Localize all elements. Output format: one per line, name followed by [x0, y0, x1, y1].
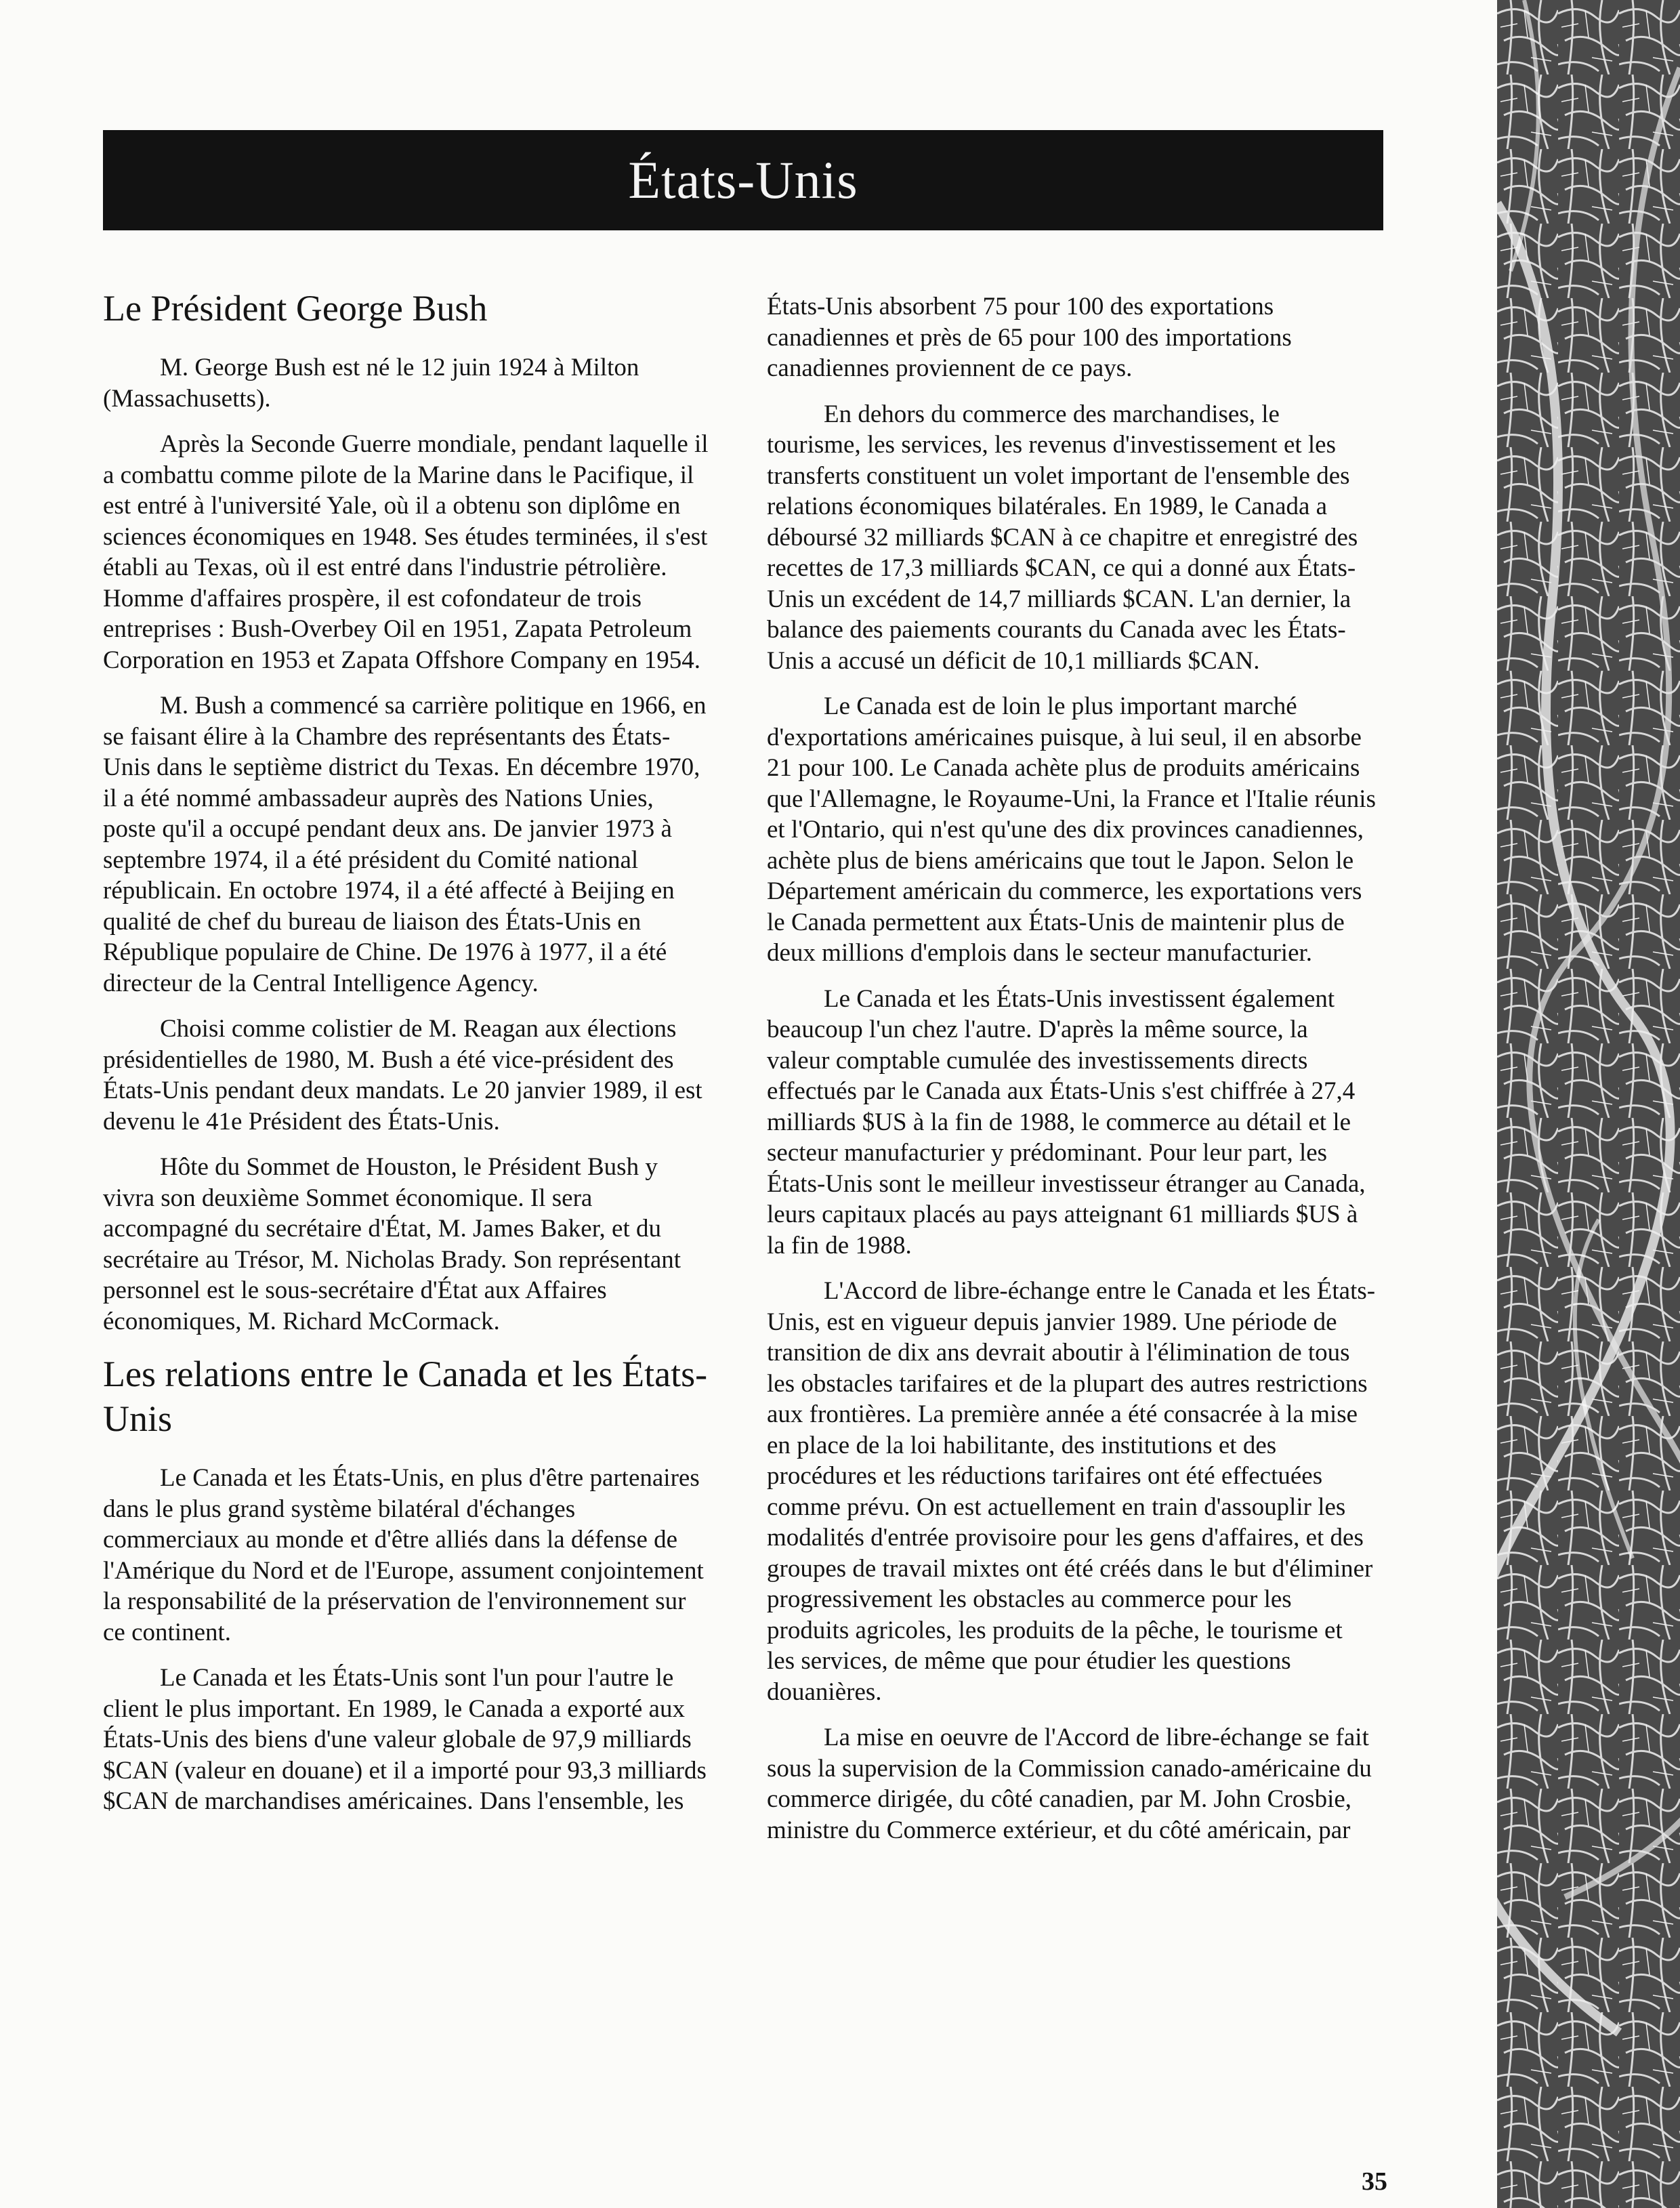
- right-column: [767, 291, 1377, 1860]
- page-number: 35: [1362, 2167, 1387, 2196]
- paragraph: L'Accord de libre-échange entre le Canada et les États-Unis, est en vigueur depuis janvier 1989. Une période de transition de dix ans devrait aboutir à l'élimination de tous les obstacles tarifaires et de la plupart des autres restrictions aux frontières. La première année a été consacrée à la mise en place de la loi habilitante, des institutions et des procédures et les réductions tarifaires ont été effectuées comme prévu. On est actuellement en train d'assouplir les modalités d'entrée provisoire pour les gens d'affaires, et des groupes de travail mixtes ont été créés dans le but d'éliminer progressivement les obstacles au commerce pour les produits agricoles, les produits de la pêche, le tourisme et les services, de même que pour étudier les questions douanières.: [767, 1277, 1376, 1706]
- header-bar: [103, 130, 1383, 230]
- paragraph: Le Canada est de loin le plus important marché d'exportations américaines puisque, à lui seul, il en absorbe 21 pour 100. Le Canada achète plus de produits américains que l'Allemagne, le Royaume-Uni, la France et l'Italie réunis et l'Ontario, qui n'est qu'une des dix provinces canadiennes, achète plus de biens américains que tout le Japon. Selon le Département américain du commerce, les exportations vers le Canada permettent aux États-Unis de maintenir plus de deux millions d'emplois dans le secteur manufacturier.: [767, 692, 1376, 967]
- paragraph: M. Bush a commencé sa carrière politique en 1966, en se faisant élire à la Chambre des représentants des États-Unis dans le septième district du Texas. En décembre 1970, il a été nommé ambassadeur auprès des Nations Unies, poste qu'il a occupé pendant deux ans. De janvier 1973 à septembre 1974, il a été président du Comité national républicain. En octobre 1974, il a été affecté à Beijing en qualité de chef du bureau de liaison des États-Unis en République populaire de Chine. De 1976 à 1977, il a été directeur de la Central Intelligence Agency.: [103, 692, 707, 997]
- paragraph: En dehors du commerce des marchandises, le tourisme, les services, les revenus d'investissement et les transferts constituent un volet important de l'ensemble des relations économiques bilatérales. En 1989, le Canada a déboursé 32 milliards $CAN à ce chapitre et enregistré des recettes de 17,3 milliards $CAN, ce qui a donné aux États-Unis un excédent de 14,7 milliards $CAN. L'an dernier, la balance des paiements courants du Canada avec les États-Unis a accusé un déficit de 10,1 milliards $CAN.: [767, 400, 1358, 675]
- marble-texture-image: [1497, 0, 1680, 2208]
- paragraph: Après la Seconde Guerre mondiale, pendant laquelle il a combattu comme pilote de la Marine dans le Pacifique, il est entré à l'université Yale, où il a obtenu son diplôme en sciences économiques en 1948. Ses études terminées, il s'est établi au Texas, où il est entré dans l'industrie pétrolière. Homme d'affaires prospère, il est cofondateur de trois entreprises : Bush-Overbey Oil en 1951, Zapata Petroleum Corporation en 1953 et Zapata Offshore Company en 1954.: [103, 430, 709, 674]
- left-column: [103, 278, 713, 1832]
- paragraph: Choisi comme colistier de M. Reagan aux élections présidentielles de 1980, M. Bush a été vice-président des États-Unis pendant deux mandats. Le 20 janvier 1989, il est devenu le 41e Président des États-Unis.: [103, 1015, 702, 1136]
- paragraph: Hôte du Sommet de Houston, le Président Bush y vivra son deuxième Sommet économique. Il sera accompagné du secrétaire d'État, M. James Baker, et du secrétaire au Trésor, M. Nicholas Brady. Son représentant personnel est le sous-secrétaire d'État aux Affaires économiques, M. Richard McCormack.: [103, 1153, 681, 1335]
- section-heading-bush: Le Président George Bush: [103, 288, 488, 329]
- page-title: États-Unis: [628, 150, 858, 209]
- paragraph: Le Canada et les États-Unis investissent également beaucoup l'un chez l'autre. D'après la même source, la valeur comptable cumulée des investissements directs effectués par le Canada aux États-Unis s'est chiffrée à 27,4 milliards $US à la fin de 1988, le commerce au détail et le secteur manufacturier y prédominant. Pour leur part, les États-Unis sont le meilleur investisseur étranger au Canada, leurs capitaux placés au pays atteignant 61 milliards $US à la fin de 1988.: [767, 984, 1366, 1259]
- paragraph: M. George Bush est né le 12 juin 1924 à Milton (Massachusetts).: [103, 354, 639, 413]
- paragraph: Le Canada et les États-Unis, en plus d'être partenaires dans le plus grand système bilatéral d'échanges commerciaux au monde et d'être alliés dans la défense de l'Amérique du Nord et de l'Europe, assument conjointement la responsabilité de la préservation de l'environnement sur ce continent.: [103, 1464, 704, 1646]
- decorative-marble-strip: [1497, 0, 1680, 2208]
- section-heading-relations: Les relations entre le Canada et les États-Unis: [103, 1354, 708, 1439]
- paragraph-continuation: États-Unis absorbent 75 pour 100 des exportations canadiennes et près de 65 pour 100 des importations canadiennes proviennent de ce pays.: [767, 293, 1292, 382]
- paragraph: Le Canada et les États-Unis sont l'un pour l'autre le client le plus important. En 1989, le Canada a exporté aux États-Unis des biens d'une valeur globale de 97,9 milliards $CAN (valeur en douane) et il a importé pour 93,3 milliards $CAN de marchandises américaines. Dans l'ensemble, les: [103, 1664, 707, 1815]
- paragraph: La mise en oeuvre de l'Accord de libre-échange se fait sous la supervision de la Commission canado-américaine du commerce dirigée, du côté canadien, par M. John Crosbie, ministre du Commerce extérieur, et du côté américain, par: [767, 1724, 1372, 1844]
